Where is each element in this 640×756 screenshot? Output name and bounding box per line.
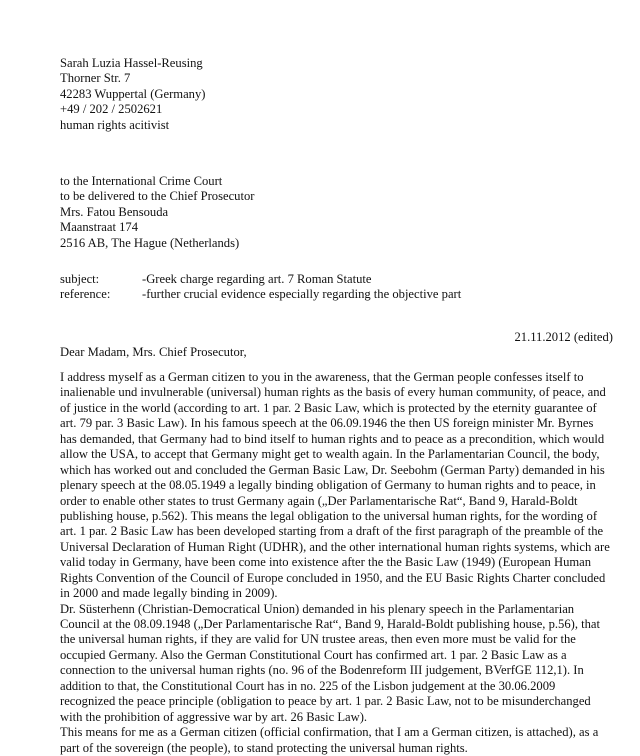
- body-line: with the prohibition of aggressive war by art. 26 Basic Law).: [60, 709, 368, 724]
- recipient-line: Maanstraat 174: [60, 220, 138, 235]
- sender-line: 42283 Wuppertal (Germany): [60, 86, 206, 101]
- body-line: recognized the peace principle (obligation to peace by art. 1 par. 2 Basic Law, not to be misunderchanged: [60, 694, 591, 709]
- body-line: plenary speech at the 08.05.1949 a legally binding obligation of Germany to human rights and to peace, in: [60, 478, 596, 493]
- subject-block: [60, 272, 461, 303]
- body-line: Council at the 08.09.1948 („Der Parlamentarische Rat“, Band 9, Harald-Boldt publishing house, p.56), that: [60, 617, 601, 631]
- recipient-line: Mrs. Fatou Bensouda: [60, 204, 169, 219]
- recipient-line: to be delivered to the Chief Prosecutor: [60, 189, 255, 204]
- sender-address: [60, 56, 205, 133]
- sender-line: Sarah Luzia Hassel-Reusing: [60, 56, 203, 70]
- body-line: in 2000 and made legally binding in 2009).: [60, 586, 278, 601]
- body-line: publishing house, p.562). This means the legal obligation to the universal human rights, for the wording of: [60, 508, 598, 523]
- body-line: This means for me as a German citizen (official confirmation, that I am a German citizen, is attached), as a: [60, 725, 599, 740]
- sender-line: human rights acitivist: [60, 117, 170, 132]
- body-line: has demanded, that Germany had to bind itself to human rights and to peace as a precondition, which would: [60, 431, 605, 446]
- body-line: I address myself as a German citizen to you in the awareness, that the German people confesses itself to: [60, 370, 584, 384]
- recipient-address: [60, 174, 254, 251]
- body-line: allow the USA, to accept that Germany might get to wealth again. In the Parlamentarian Council, the body,: [60, 447, 600, 462]
- body-line: which has worked out and concluded the German Basic Law, Dr. Seebohm (German Party) demanded in his: [60, 462, 605, 477]
- meta-label: reference:: [60, 287, 111, 302]
- letter-body: [60, 370, 610, 756]
- meta-row: [60, 287, 461, 302]
- body-line: connection to the universal human rights (no. 96 of the Bodenreform III judgement, BVerfGE 112,1). In: [60, 663, 584, 678]
- meta-value: -Greek charge regarding art. 7 Roman Statute: [142, 272, 372, 286]
- meta-label: subject:: [60, 272, 100, 286]
- body-line: part of the sovereign (the people), to stand protecting the universal human rights.: [60, 740, 468, 755]
- recipient-line: 2516 AB, The Hague (Netherlands): [60, 235, 240, 250]
- body-line: occupied Germany. Also the German Constitutional Court has confirmed art. 1 par. 2 Basic Law as a: [60, 647, 567, 662]
- body-line: order to enable other states to trust Germany again („Der Parlamentarische Rat“, Band 9, Harald-Boldt: [60, 493, 578, 508]
- sender-line: Thorner Str. 7: [60, 71, 131, 86]
- sender-line: +49 / 202 / 2502621: [60, 102, 163, 117]
- letter-date: 21.11.2012 (edited): [514, 330, 613, 344]
- meta-row: [60, 272, 461, 287]
- meta-value: -further crucial evidence especially regarding the objective part: [142, 287, 462, 302]
- body-line: Universal Declaration of Human Right (UDHR), and the other international human rights systems, which are: [60, 539, 610, 554]
- body-line: Rights Convention of the Council of Europe concluded in 1950, and the EU Basic Rights Charter concluded: [60, 570, 606, 585]
- body-line: of justice in the world (according to art. 1 par. 2 Basic Law, which is protected by the eternity guarantee of: [60, 400, 597, 415]
- body-line: addition to that, the Constitutional Court has in no. 225 of the Lisbon judgement at the 30.06.2009: [60, 678, 556, 693]
- body-line: Dr. Süsterhenn (Christian-Democratical Union) demanded in his plenary speech in the Parlamentarian: [60, 601, 575, 616]
- body-line: art. 1 par. 2 Basic Law has been developed starting from a draft of the first paragraph of the preamble of the: [60, 524, 604, 539]
- body-line: inalienable und invulnerable (universal) human rights as the basis of every human community, of peace, and: [60, 385, 606, 400]
- recipient-line: to the International Crime Court: [60, 174, 223, 188]
- body-line: the universal human rights, if they are valid for UN trustee areas, then even more must be valid for the: [60, 632, 576, 647]
- salutation: Dear Madam, Mrs. Chief Prosecutor,: [60, 345, 247, 359]
- body-line: valid today in Germany, have been come into existence after the the Basic Law (1949) (European Human: [60, 555, 592, 570]
- body-line: art. 79 par. 3 Basic Law). In his famous speech at the 06.09.1946 the then US foreign minister Mr. Byrnes: [60, 416, 594, 431]
